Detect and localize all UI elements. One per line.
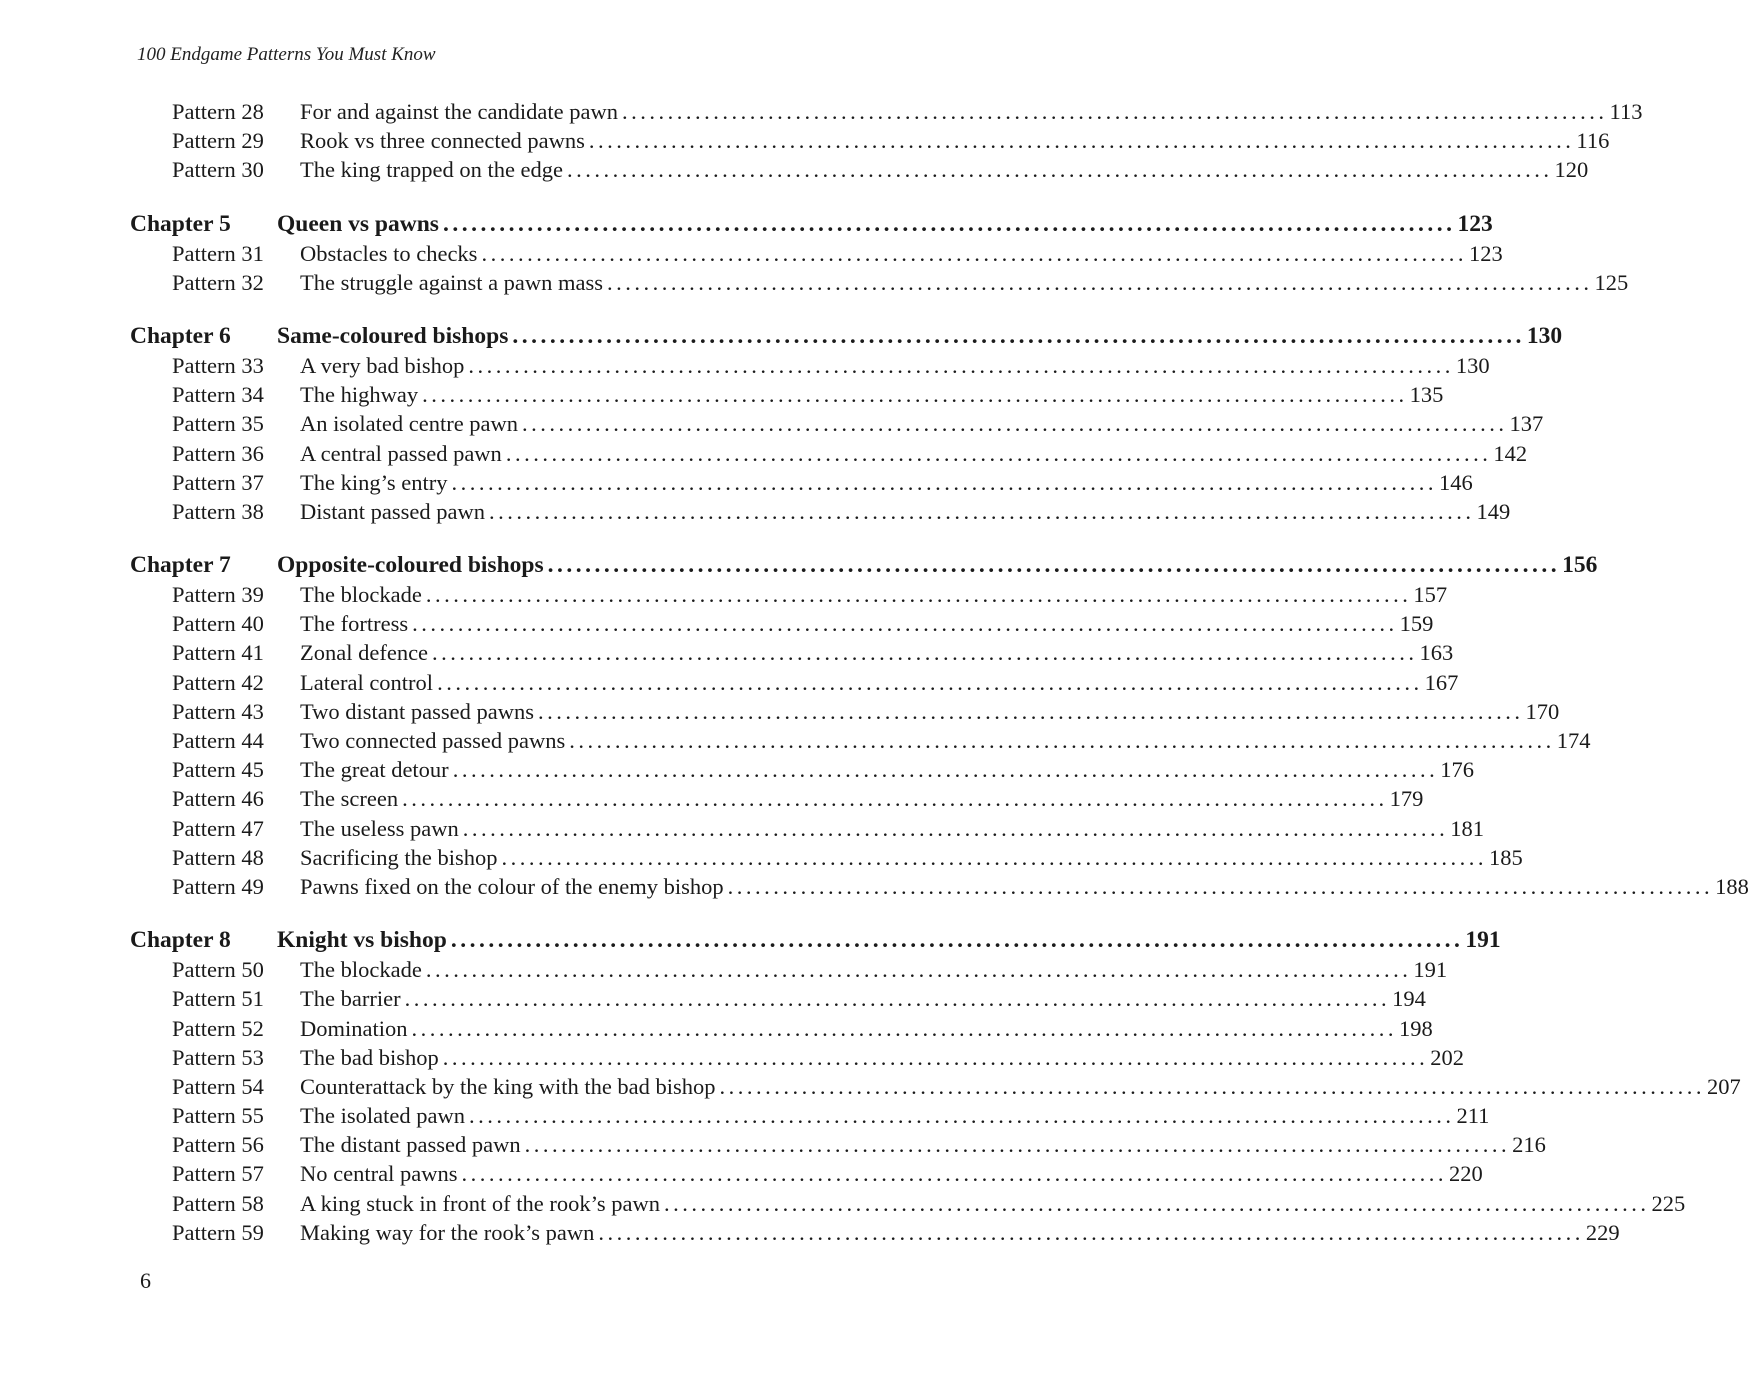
pattern-line [300, 1043, 1464, 1072]
pattern-line [300, 239, 1503, 268]
pattern-title: The struggle against a pawn mass [300, 268, 607, 297]
pattern-line [300, 1101, 1490, 1130]
pattern-entry[interactable] [0, 1218, 1620, 1247]
pattern-line [300, 580, 1448, 609]
pattern-title: The fortress [300, 609, 412, 638]
pattern-label: Pattern 43 [172, 698, 264, 724]
pattern-line [300, 784, 1424, 813]
pattern-title: The barrier [300, 984, 405, 1013]
dot-leader: ............................................................................................................ [468, 1103, 1455, 1129]
dot-leader: ............................................................................................................ [437, 669, 1423, 695]
dot-leader: ............................................................................................................ [598, 1219, 1584, 1245]
dot-leader: ............................................................................................................ [462, 815, 1449, 841]
pattern-label: Pattern 35 [172, 411, 264, 437]
pattern-line [300, 1130, 1546, 1159]
dot-leader: ............................................................................................................ [411, 1015, 1397, 1041]
pattern-line [300, 697, 1560, 726]
pattern-page-number: 185 [1488, 844, 1523, 870]
pattern-page-number: 116 [1576, 128, 1610, 154]
pattern-page-number: 157 [1413, 582, 1448, 608]
pattern-title: The king’s entry [300, 468, 451, 497]
pattern-line [300, 126, 1610, 155]
pattern-page-number: 170 [1525, 698, 1560, 724]
pattern-entry[interactable] [0, 726, 1591, 755]
pattern-entry[interactable] [0, 1101, 1490, 1130]
pattern-entry[interactable] [0, 955, 1448, 984]
pattern-entry[interactable] [0, 1130, 1546, 1159]
pattern-title: Two connected passed pawns [300, 726, 569, 755]
chapter-page-number: 191 [1465, 927, 1501, 954]
pattern-label: Pattern 47 [172, 815, 264, 841]
chapter-line [277, 925, 1501, 955]
dot-leader: ............................................................................................................ [719, 1073, 1706, 1099]
pattern-label: Pattern 42 [172, 669, 264, 695]
pattern-entry[interactable] [0, 497, 1511, 526]
dot-leader: ............................................................................................................ [422, 382, 1408, 408]
pattern-page-number: 146 [1438, 469, 1473, 495]
pattern-title: The bad bishop [300, 1043, 443, 1072]
pattern-title: Making way for the rook’s pawn [300, 1218, 598, 1247]
pattern-entry[interactable] [0, 1072, 1741, 1101]
pattern-entry[interactable] [0, 638, 1454, 667]
pattern-entry[interactable] [0, 351, 1490, 380]
pattern-line [300, 843, 1523, 872]
pattern-line [300, 609, 1434, 638]
pattern-entry[interactable] [0, 1159, 1483, 1188]
pattern-title: The highway [300, 380, 422, 409]
pattern-page-number: 211 [1456, 1103, 1490, 1129]
pattern-title: Domination [300, 1014, 412, 1043]
dot-leader: ............................................................................................................ [488, 498, 1475, 524]
pattern-line [300, 155, 1589, 184]
pattern-entry[interactable] [0, 755, 1474, 784]
dot-leader: ............................................................................................................ [505, 440, 1492, 466]
pattern-label: Pattern 31 [172, 240, 264, 266]
toc-section [0, 97, 1643, 185]
chapter-entry[interactable] [0, 321, 1563, 351]
pattern-page-number: 159 [1399, 611, 1434, 637]
pattern-title: The useless pawn [300, 814, 463, 843]
pattern-page-number: 179 [1389, 786, 1424, 812]
pattern-title: Rook vs three connected pawns [300, 126, 589, 155]
dot-leader: ............................................................................................................ [404, 986, 1391, 1012]
pattern-entry[interactable] [0, 380, 1444, 409]
pattern-label: Pattern 56 [172, 1132, 264, 1158]
chapter-line [277, 550, 1598, 580]
pattern-entry[interactable] [0, 1014, 1433, 1043]
pattern-line [300, 872, 1749, 901]
pattern-page-number: 137 [1509, 411, 1544, 437]
pattern-line [300, 380, 1444, 409]
pattern-page-number: 120 [1554, 157, 1589, 183]
pattern-label: Pattern 46 [172, 786, 264, 812]
pattern-line [300, 755, 1474, 784]
pattern-entry[interactable] [0, 439, 1528, 468]
dot-leader: ............................................................................................................ [607, 269, 1593, 295]
pattern-title: A very bad bishop [300, 351, 468, 380]
dot-leader: ............................................................................................................ [547, 552, 1561, 579]
pattern-label: Pattern 33 [172, 352, 264, 378]
dot-leader: ............................................................................................................ [432, 640, 1418, 666]
pattern-title: Sacrificing the bishop [300, 843, 501, 872]
pattern-label: Pattern 55 [172, 1103, 264, 1129]
pattern-line [300, 668, 1459, 697]
pattern-entry[interactable] [0, 268, 1629, 297]
pattern-page-number: 229 [1585, 1219, 1620, 1245]
pattern-label: Pattern 53 [172, 1044, 264, 1070]
toc-section [0, 925, 1741, 1247]
dot-leader: ............................................................................................................ [461, 1161, 1447, 1187]
pattern-label: Pattern 57 [172, 1161, 264, 1187]
chapter-label: Chapter 8 [130, 927, 231, 954]
pattern-title: A king stuck in front of the rook’s pawn [300, 1189, 664, 1218]
pattern-page-number: 194 [1392, 986, 1426, 1012]
pattern-entry[interactable] [0, 984, 1426, 1013]
pattern-title: Distant passed pawn [300, 497, 489, 526]
dot-leader: ............................................................................................................ [451, 469, 1437, 495]
dot-leader: ............................................................................................................ [569, 728, 1555, 753]
pattern-line [300, 409, 1544, 438]
table-of-contents [0, 97, 1749, 1271]
page-number: 6 [140, 1268, 151, 1293]
pattern-page-number: 174 [1556, 728, 1591, 753]
pattern-page-number: 225 [1651, 1190, 1686, 1216]
chapter-line [277, 209, 1493, 239]
pattern-line [300, 984, 1426, 1013]
pattern-entry[interactable] [0, 843, 1523, 872]
pattern-label: Pattern 30 [172, 157, 264, 183]
pattern-page-number: 142 [1493, 440, 1528, 466]
pattern-page-number: 125 [1594, 269, 1629, 295]
pattern-title: Obstacles to checks [300, 239, 481, 268]
pattern-page-number: 202 [1430, 1044, 1464, 1070]
dot-leader: ............................................................................................................ [412, 611, 1398, 637]
pattern-entry[interactable] [0, 872, 1749, 901]
pattern-page-number: 123 [1468, 240, 1503, 266]
dot-leader: ............................................................................................................ [512, 322, 1525, 349]
pattern-title: The blockade [300, 580, 426, 609]
pattern-line [300, 1159, 1483, 1188]
pattern-title: An isolated centre pawn [300, 409, 522, 438]
dot-leader: ............................................................................................................ [501, 844, 1487, 870]
pattern-title: The screen [300, 784, 402, 813]
pattern-line [300, 726, 1591, 755]
pattern-entry[interactable] [0, 97, 1643, 126]
pattern-line [300, 497, 1511, 526]
pattern-title: The great detour [300, 755, 453, 784]
dot-leader: ............................................................................................................ [663, 1190, 1650, 1216]
chapter-page-number: 156 [1562, 552, 1598, 579]
pattern-line [300, 268, 1629, 297]
pattern-title: Counterattack by the king with the bad bishop [300, 1072, 720, 1101]
pattern-label: Pattern 41 [172, 640, 264, 666]
chapter-entry[interactable] [0, 209, 1493, 239]
running-head: 100 Endgame Patterns You Must Know [137, 44, 436, 65]
dot-leader: ............................................................................................................ [468, 352, 1454, 378]
pattern-title: The isolated pawn [300, 1101, 469, 1130]
dot-leader: ............................................................................................................ [481, 240, 1467, 266]
pattern-page-number: 181 [1450, 815, 1484, 841]
dot-leader: ............................................................................................................ [452, 757, 1439, 783]
pattern-line [300, 468, 1473, 497]
pattern-label: Pattern 37 [172, 469, 264, 495]
pattern-label: Pattern 49 [172, 873, 264, 899]
pattern-label: Pattern 58 [172, 1190, 264, 1216]
pattern-label: Pattern 38 [172, 498, 264, 524]
pattern-entry[interactable] [0, 468, 1473, 497]
dot-leader: ............................................................................................................ [522, 411, 1508, 437]
pattern-entry[interactable] [0, 155, 1589, 184]
pattern-entry[interactable] [0, 239, 1503, 268]
chapter-line [277, 321, 1563, 351]
dot-leader: ............................................................................................................ [442, 1044, 1429, 1070]
pattern-line [300, 1014, 1433, 1043]
pattern-label: Pattern 28 [172, 99, 264, 124]
pattern-entry[interactable] [0, 784, 1424, 813]
chapter-entry[interactable] [0, 550, 1598, 580]
pattern-entry[interactable] [0, 126, 1610, 155]
dot-leader: ............................................................................................................ [402, 786, 1388, 812]
pattern-label: Pattern 50 [172, 957, 264, 983]
pattern-line [300, 955, 1448, 984]
chapter-title: Same-coloured bishops [277, 322, 509, 349]
pattern-entry[interactable] [0, 1189, 1686, 1218]
dot-leader: ............................................................................................................ [425, 582, 1412, 608]
pattern-label: Pattern 44 [172, 728, 264, 753]
pattern-title: No central pawns [300, 1159, 461, 1188]
dot-leader: ............................................................................................................ [450, 927, 1464, 954]
pattern-line [300, 1072, 1741, 1101]
pattern-title: Pawns fixed on the colour of the enemy bishop [300, 872, 728, 901]
pattern-entry[interactable] [0, 580, 1448, 609]
pattern-page-number: 220 [1448, 1161, 1483, 1187]
pattern-title: Two distant passed pawns [300, 697, 538, 726]
pattern-line [300, 351, 1490, 380]
pattern-label: Pattern 45 [172, 757, 264, 783]
pattern-page-number: 191 [1413, 957, 1448, 983]
toc-section [0, 550, 1749, 901]
chapter-title: Knight vs bishop [277, 927, 447, 954]
pattern-title: A central passed pawn [300, 439, 506, 468]
pattern-title: The blockade [300, 955, 426, 984]
pattern-label: Pattern 52 [172, 1015, 264, 1041]
dot-leader: ............................................................................................................ [538, 698, 1524, 724]
dot-leader: ............................................................................................................ [622, 99, 1608, 124]
toc-section [0, 209, 1629, 297]
pattern-entry[interactable] [0, 409, 1544, 438]
pattern-page-number: 130 [1455, 352, 1490, 378]
pattern-label: Pattern 48 [172, 844, 264, 870]
pattern-page-number: 216 [1512, 1132, 1546, 1158]
dot-leader: ............................................................................................................ [727, 873, 1714, 899]
pattern-line [300, 638, 1454, 667]
pattern-entry[interactable] [0, 1043, 1464, 1072]
pattern-line [300, 1189, 1686, 1218]
dot-leader: ............................................................................................................ [442, 210, 1456, 237]
pattern-label: Pattern 59 [172, 1219, 264, 1245]
pattern-label: Pattern 40 [172, 611, 264, 637]
pattern-entry[interactable] [0, 814, 1484, 843]
pattern-title: For and against the candidate pawn [300, 97, 622, 126]
pattern-title: Zonal defence [300, 638, 432, 667]
pattern-page-number: 198 [1399, 1015, 1433, 1041]
pattern-title: The king trapped on the edge [300, 155, 567, 184]
pattern-entry[interactable] [0, 697, 1560, 726]
dot-leader: ............................................................................................................ [567, 157, 1553, 183]
pattern-page-number: 176 [1440, 757, 1474, 783]
pattern-page-number: 163 [1419, 640, 1454, 666]
chapter-label: Chapter 6 [130, 322, 231, 349]
pattern-title: Lateral control [300, 668, 437, 697]
pattern-page-number: 135 [1409, 382, 1444, 408]
chapter-page-number: 123 [1457, 210, 1493, 237]
pattern-page-number: 113 [1609, 99, 1643, 124]
chapter-label: Chapter 5 [130, 210, 231, 237]
pattern-line [300, 97, 1643, 126]
pattern-line [300, 1218, 1620, 1247]
chapter-entry[interactable] [0, 925, 1501, 955]
pattern-label: Pattern 54 [172, 1073, 264, 1099]
pattern-title: The distant passed pawn [300, 1130, 525, 1159]
pattern-page-number: 207 [1707, 1073, 1741, 1099]
dot-leader: ............................................................................................................ [425, 957, 1412, 983]
chapter-title: Opposite-coloured bishops [277, 552, 544, 579]
pattern-line [300, 814, 1484, 843]
pattern-page-number: 149 [1476, 498, 1511, 524]
dot-leader: ............................................................................................................ [588, 128, 1575, 154]
pattern-label: Pattern 51 [172, 986, 264, 1012]
dot-leader: ............................................................................................................ [524, 1132, 1511, 1158]
pattern-label: Pattern 29 [172, 128, 264, 154]
pattern-label: Pattern 34 [172, 382, 264, 408]
pattern-page-number: 167 [1424, 669, 1459, 695]
pattern-entry[interactable] [0, 668, 1459, 697]
pattern-label: Pattern 39 [172, 582, 264, 608]
chapter-page-number: 130 [1526, 322, 1563, 349]
chapter-title: Queen vs pawns [277, 210, 439, 237]
pattern-entry[interactable] [0, 609, 1434, 638]
pattern-label: Pattern 36 [172, 440, 264, 466]
chapter-label: Chapter 7 [130, 552, 231, 579]
toc-section [0, 321, 1563, 526]
pattern-label: Pattern 32 [172, 269, 264, 295]
pattern-page-number: 188 [1715, 873, 1749, 899]
pattern-line [300, 439, 1528, 468]
